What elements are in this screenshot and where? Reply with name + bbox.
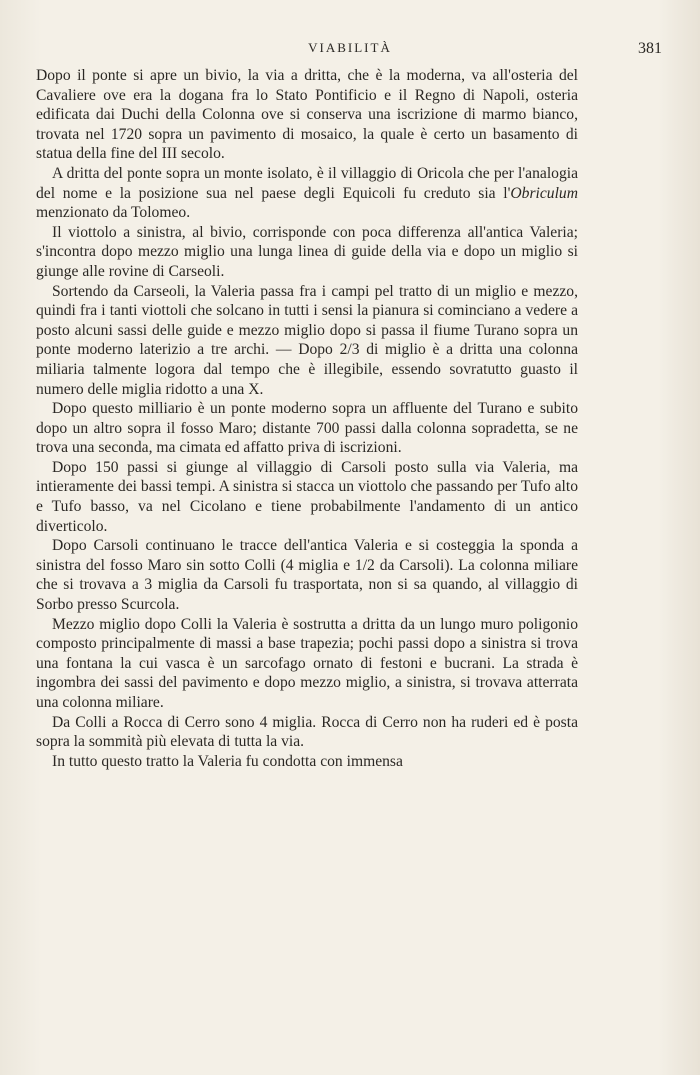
page-header	[36, 40, 664, 62]
paragraph-8: Mezzo miglio dopo Colli la Valeria è sostrutta a dritta da un lungo muro poligonio composto principalmente di massi a base trapezia; pochi passi dopo a sinistra si trova una fontana la cui vasca è un sarcofago ornato di festoni e bucrani. La strada è ingombra dei sassi del pavimento e dopo mezzo miglio, a sinistra, si trovava atterrata una colonna miliare.	[36, 615, 578, 711]
paragraph-9: Da Colli a Rocca di Cerro sono 4 miglia. Rocca di Cerro non ha ruderi ed è posta sopra la sommità più elevata di tutta la via.	[36, 713, 578, 751]
running-head: VIABILITÀ	[308, 40, 392, 55]
paragraph-7: Dopo Carsoli continuano le tracce dell'antica Valeria e si costeggia la sponda a sinistra del fosso Maro sin sotto Colli (4 miglia e 1/2 da Carsoli). La colonna miliare che si trovava a 3 miglia da Carsoli fu trasportata, non si sa quando, al villaggio di Sorbo presso Scurcola.	[36, 537, 578, 614]
paragraph-2	[36, 164, 578, 223]
paragraph-2-before: A dritta del ponte sopra un monte isolato, è il villaggio di Oricola che per l'analogia del nome e la posizione sua nel paese degli Equicoli fu creduto sia l'	[36, 164, 578, 202]
body-text	[36, 66, 578, 771]
paragraph-3: Il viottolo a sinistra, al bivio, corrisponde con poca differenza all'antica Valeria; s'incontra dopo mezzo miglio una lunga linea di guide della via e dopo un miglio si giunge alle rovine di Carseoli.	[36, 223, 578, 280]
page-number: 381	[638, 40, 662, 57]
paragraph-5: Dopo questo milliario è un ponte moderno sopra un affluente del Turano e subito dopo un altro sopra il fosso Maro; distante 700 passi dalla colonna sopradetta, se ne trova una seconda, ma cimata ed affatto priva di iscrizioni.	[36, 400, 578, 457]
paragraph-4: Sortendo da Carseoli, la Valeria passa fra i campi pel tratto di un miglio e mezzo, quindi fra i tanti viottoli che solcano in tutti i sensi la pianura si cominciano a vedere a posto alcuni sassi delle guide e mezzo miglio dopo si passa il fiume Turano sopra un ponte moderno laterizio a tre archi. — Dopo 2/3 di miglio è a dritta una colonna miliaria talmente logora dal tempo che è illegibile, essendo sovratutto guasto il numero delle miglia ridotto a una X.	[36, 282, 578, 398]
paragraph-1: Dopo il ponte si apre un bivio, la via a dritta, che è la moderna, va all'osteria del Cavaliere ove era la dogana fra lo Stato Pontificio e il Regno di Napoli, osteria edificata dai Duchi della Colonna ove si conserva una iscrizione di marmo bianco, trovata nel 1720 sopra un pavimento di mosaico, la quale è certo un basamento di statua della fine del III secolo.	[36, 67, 578, 163]
paragraph-10: In tutto questo tratto la Valeria fu condotta con immensa	[52, 752, 403, 770]
paragraph-2-italic: Obriculum	[510, 184, 578, 202]
paragraph-6: Dopo 150 passi si giunge al villaggio di Carsoli posto sulla via Valeria, ma intieramente dei bassi tempi. A sinistra si stacca un viottolo che passando per Tufo alto e Tufo basso, va nel Cicolano e tiene probabilmente l'andamento di un antico diverticolo.	[36, 458, 578, 535]
paragraph-2-after: menzionato da Tolomeo.	[36, 204, 191, 222]
